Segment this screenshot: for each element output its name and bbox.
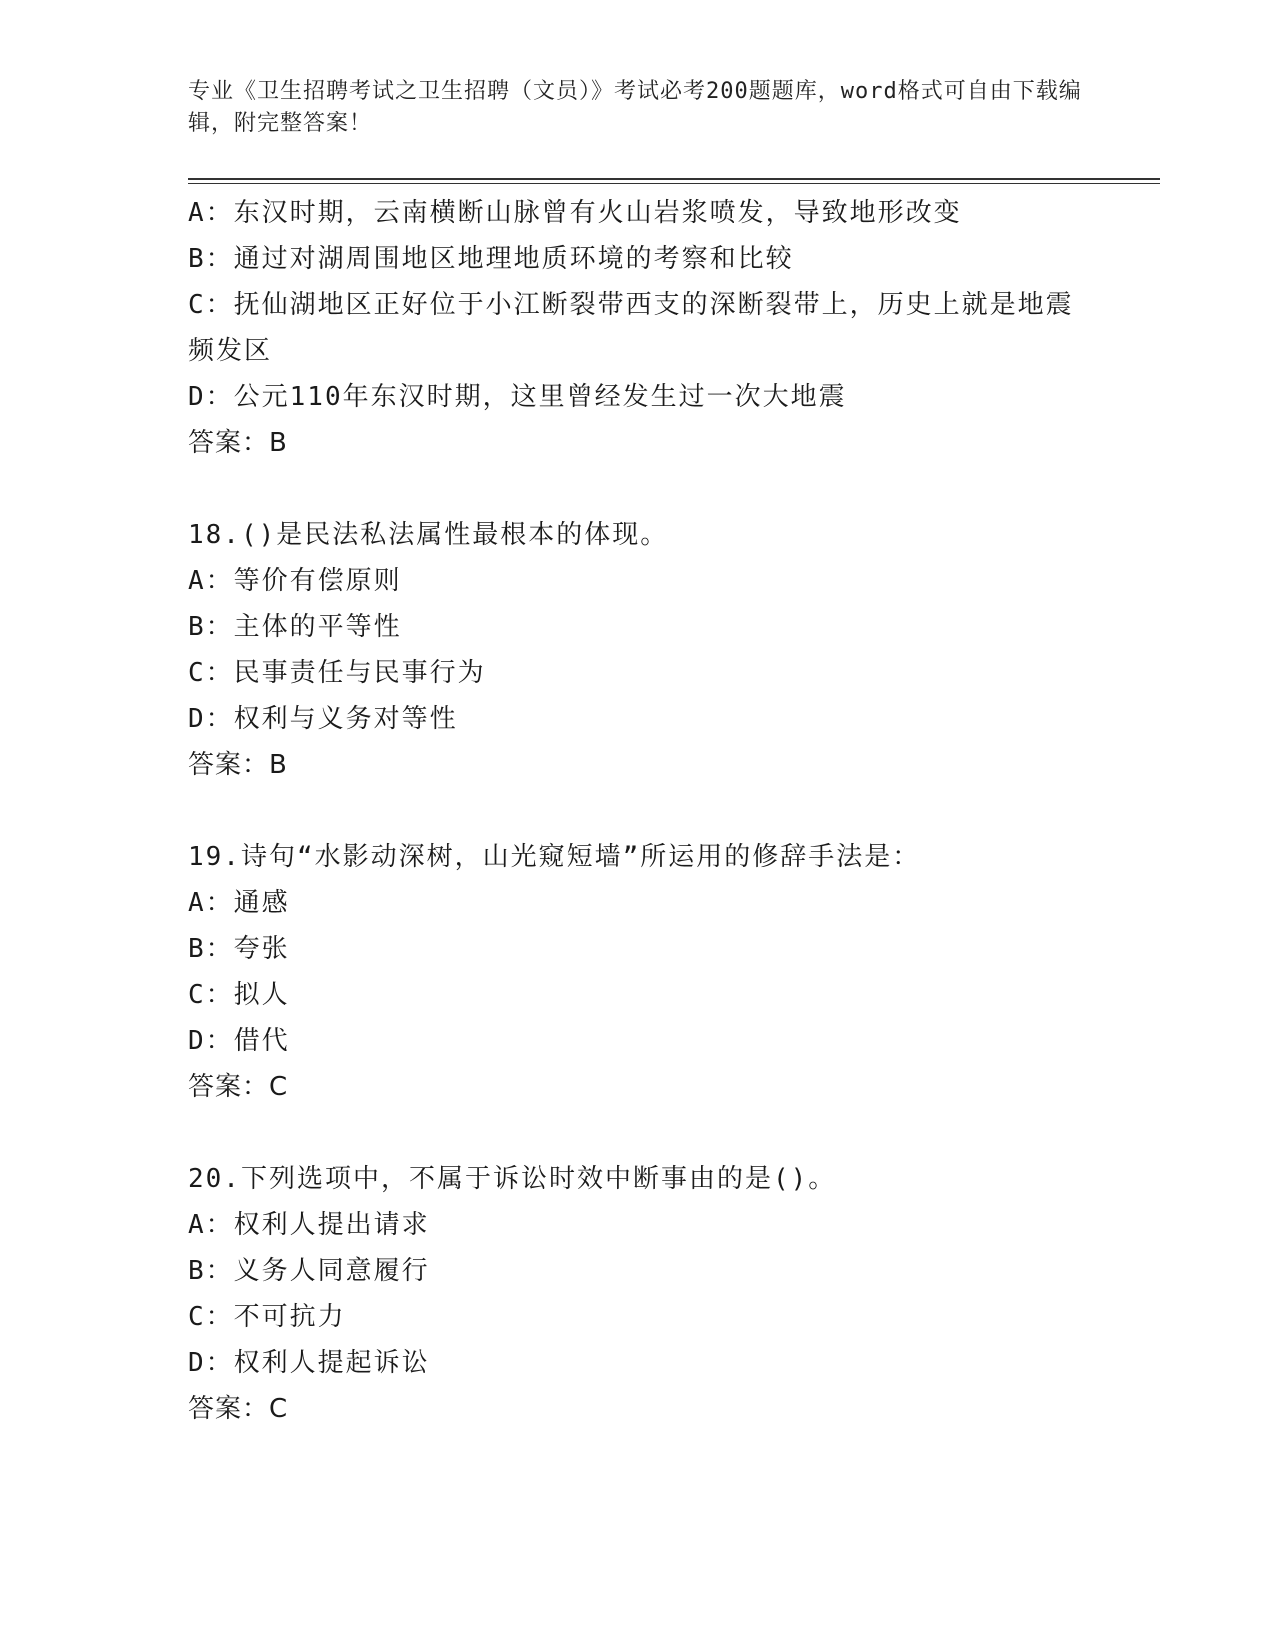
answer: 答案：C	[188, 1394, 289, 1424]
option-d: D：权利与义务对等性	[188, 704, 458, 734]
spacer	[188, 788, 1088, 834]
question-stem: 19.诗句“水影动深树，山光窥短墙”所运用的修辞手法是：	[188, 842, 921, 872]
option-b: B：义务人同意履行	[188, 1256, 430, 1286]
question-18	[188, 512, 1088, 788]
option-c: C：抚仙湖地区正好位于小江断裂带西支的深断裂带上，历史上就是地震频发区	[188, 290, 1074, 366]
option-a: A：通感	[188, 888, 290, 918]
question-17	[188, 190, 1088, 466]
answer: 答案：B	[188, 428, 288, 458]
option-d: D：权利人提起诉讼	[188, 1348, 430, 1378]
answer: 答案：C	[188, 1072, 289, 1102]
option-c: C：民事责任与民事行为	[188, 658, 486, 688]
question-20	[188, 1156, 1088, 1432]
header-rule-thin	[188, 183, 1160, 184]
option-c: C：拟人	[188, 980, 290, 1010]
spacer	[188, 1110, 1088, 1156]
spacer	[188, 466, 1088, 512]
option-d: D：公元110年东汉时期，这里曾经发生过一次大地震	[188, 382, 847, 412]
header-rule-thick	[188, 178, 1160, 180]
question-stem: 20.下列选项中，不属于诉讼时效中断事由的是()。	[188, 1164, 837, 1194]
option-a: A：权利人提出请求	[188, 1210, 430, 1240]
option-a: A：东汉时期，云南横断山脉曾有火山岩浆喷发，导致地形改变	[188, 198, 962, 228]
document-header: 专业《卫生招聘考试之卫生招聘（文员）》考试必考200题题库，word格式可自由下载编辑，附完整答案！	[188, 79, 1082, 136]
option-c: C：不可抗力	[188, 1302, 346, 1332]
answer: 答案：B	[188, 750, 288, 780]
question-19	[188, 834, 1088, 1110]
question-list	[188, 190, 1088, 1432]
option-b: B：夸张	[188, 934, 290, 964]
option-b: B：主体的平等性	[188, 612, 402, 642]
option-b: B：通过对湖周围地区地理地质环境的考察和比较	[188, 244, 794, 274]
question-stem: 18.()是民法私法属性最根本的体现。	[188, 520, 669, 550]
option-a: A：等价有偿原则	[188, 566, 402, 596]
option-d: D：借代	[188, 1026, 290, 1056]
